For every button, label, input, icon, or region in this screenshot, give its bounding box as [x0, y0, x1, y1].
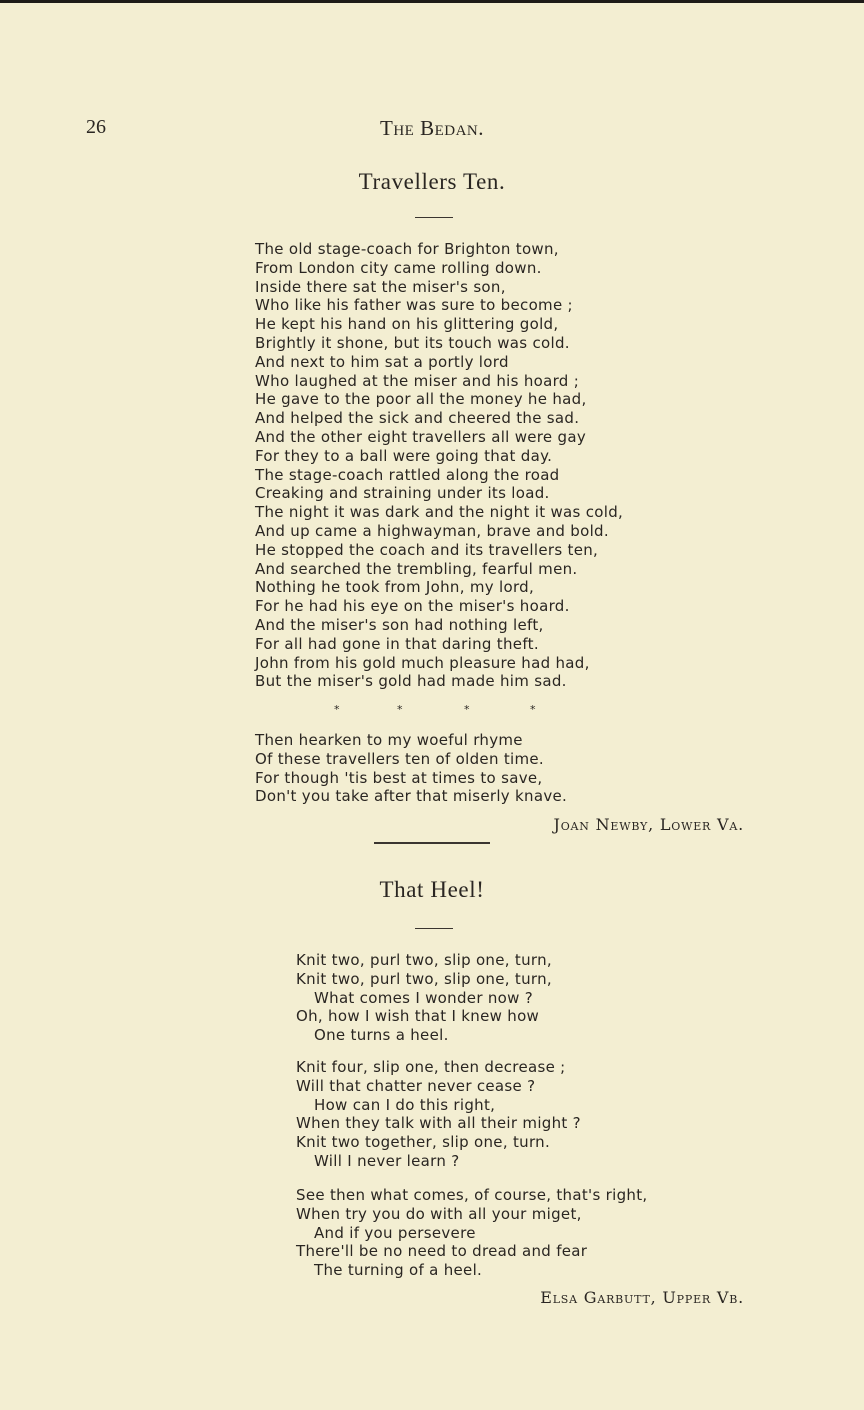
page-number: 26 — [86, 116, 106, 138]
poem-line: Inside there sat the miser's son, — [255, 277, 506, 296]
poem-line: Who like his father was sure to become ; — [255, 296, 573, 315]
poem-line: And up came a highwayman, brave and bold. — [255, 521, 609, 540]
poem-line: Knit four, slip one, then decrease ; — [296, 1058, 566, 1076]
poem-line: Will I never learn ? — [314, 1151, 460, 1170]
poem-line: Brightly it shone, but its touch was cold. — [255, 333, 570, 352]
author-signature: Elsa Garbutt, Upper Vb. — [540, 1288, 744, 1307]
page-top-edge — [0, 0, 864, 3]
poem-line: The stage-coach rattled along the road — [255, 465, 560, 484]
poem-line: Don't you take after that miserly knave. — [255, 787, 568, 806]
poem-line: Oh, how I wish that I knew how — [296, 1007, 540, 1026]
poem-that-heel-stanza-1 — [296, 951, 552, 1045]
poem-line: And searched the trembling, fearful men. — [255, 559, 578, 578]
poem-line: For they to a ball were going that day. — [255, 446, 553, 465]
poem-line: For he had his eye on the miser's hoard. — [255, 597, 570, 616]
poem-line: From London city came rolling down. — [255, 258, 542, 277]
poem-line: When they talk with all their might ? — [296, 1114, 581, 1133]
poem-line: And helped the sick and cheered the sad. — [255, 409, 580, 428]
author-signature: Joan Newby, Lower Va. — [553, 815, 744, 834]
poem-line: But the miser's gold had made him sad. — [255, 672, 567, 691]
poem-that-heel-stanza-3 — [296, 1186, 647, 1280]
poem-line: Knit two together, slip one, turn. — [296, 1133, 551, 1152]
poem-line: For all had gone in that daring theft. — [255, 634, 539, 653]
poem-line: The night it was dark and the night it was cold, — [255, 503, 624, 522]
poem-line: One turns a heel. — [314, 1026, 449, 1045]
poem-line: And if you persevere — [314, 1223, 476, 1242]
poem-line: Creaking and straining under its load. — [255, 484, 550, 503]
poem-that-heel-stanza-2 — [296, 1058, 581, 1171]
title-rule — [415, 217, 453, 218]
poem-line: There'll be no need to dread and fear — [296, 1242, 588, 1261]
poem-title-that-heel: That Heel! — [379, 877, 485, 902]
poem-travellers-ten-coda — [255, 731, 567, 806]
poem-line: He stopped the coach and its travellers ten, — [255, 540, 599, 559]
poem-line: And the other eight travellers all were gay — [255, 427, 587, 446]
title-rule — [415, 928, 453, 929]
asterisk: * — [334, 703, 340, 716]
poem-line: Will that chatter never cease ? — [296, 1076, 536, 1095]
poem-line: John from his gold much pleasure had had, — [255, 653, 590, 672]
poem-line: Then hearken to my woeful rhyme — [255, 731, 523, 749]
poem-line: Of these travellers ten of olden time. — [255, 749, 544, 768]
poem-line: He gave to the poor all the money he had, — [255, 390, 587, 409]
poem-line: For though 'tis best at times to save, — [255, 768, 543, 787]
poem-line: Knit two, purl two, slip one, turn, — [296, 951, 552, 969]
poem-title-travellers-ten: Travellers Ten. — [358, 169, 506, 194]
poem-line: The turning of a heel. — [314, 1261, 483, 1280]
poem-line: See then what comes, of course, that's right, — [296, 1186, 648, 1204]
running-title: The Bedan. — [380, 116, 484, 140]
poem-line: Knit two, purl two, slip one, turn, — [296, 969, 552, 988]
poem-line: How can I do this right, — [314, 1095, 496, 1114]
asterisk: * — [397, 703, 403, 716]
asterisk: * — [464, 703, 470, 716]
asterisk: * — [530, 703, 536, 716]
poem-line: What comes I wonder now ? — [314, 988, 534, 1007]
poem-line: And the miser's son had nothing left, — [255, 615, 544, 634]
poem-line: Nothing he took from John, my lord, — [255, 578, 535, 597]
poem-line: When try you do with all your miget, — [296, 1204, 582, 1223]
poem-line: The old stage-coach for Brighton town, — [255, 240, 559, 258]
poem-travellers-ten-stanza — [255, 240, 623, 691]
poem-line: And next to him sat a portly lord — [255, 352, 509, 371]
poem-line: He kept his hand on his glittering gold, — [255, 315, 559, 334]
section-divider — [374, 842, 490, 844]
poem-line: Who laughed at the miser and his hoard ; — [255, 371, 580, 390]
